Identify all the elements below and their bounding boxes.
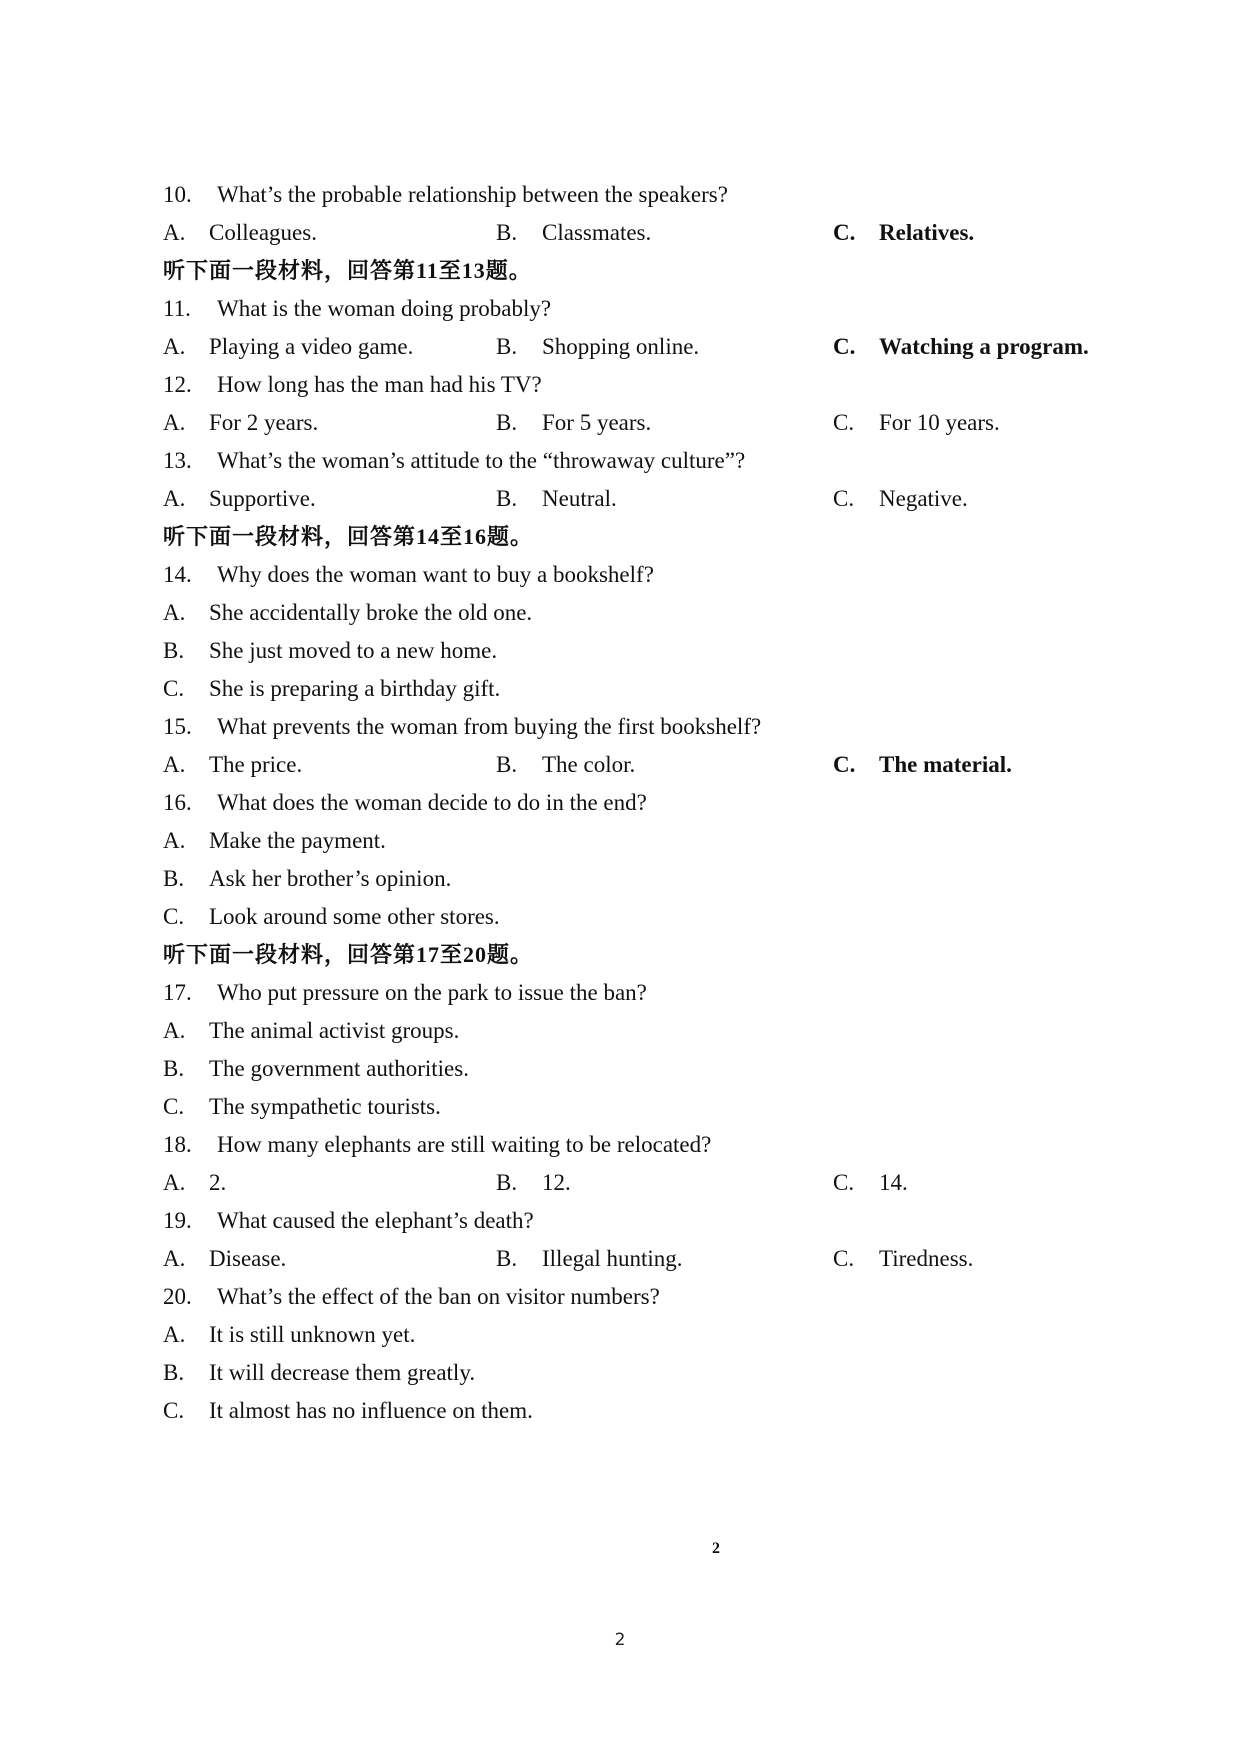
option-c: C. The material. — [833, 752, 1012, 777]
option-b: B. The color. — [496, 752, 636, 777]
option-b: B. Neutral. — [496, 486, 617, 511]
option-a: A. The price. — [163, 752, 303, 777]
option-b: B. Classmates. — [496, 220, 652, 245]
option-a: A. 2. — [163, 1170, 227, 1195]
question-number: 13. — [163, 448, 192, 473]
question-10 — [163, 176, 1123, 214]
option-c: C. Watching a program. — [833, 334, 1089, 359]
scanned-page-number: 2 — [712, 1540, 720, 1557]
option-a: A. The animal activist groups. — [163, 1018, 460, 1043]
question-18 — [163, 1126, 1123, 1164]
question-text: What’s the woman’s attitude to the “throwaway culture”? — [217, 448, 746, 473]
option-b: B. Shopping online. — [496, 334, 700, 359]
question-number: 19. — [163, 1208, 192, 1233]
question-number: 11. — [163, 296, 191, 321]
option-b: B. It will decrease them greatly. — [163, 1360, 476, 1385]
question-text: What’s the effect of the ban on visitor numbers? — [217, 1284, 660, 1309]
option-a: A. It is still unknown yet. — [163, 1322, 416, 1347]
question-14 — [163, 556, 1123, 594]
question-text: What does the woman decide to do in the end? — [217, 790, 647, 815]
question-text: How many elephants are still waiting to be relocated? — [217, 1132, 712, 1157]
option-c: C. Tiredness. — [833, 1246, 974, 1271]
options-15 — [163, 746, 1123, 784]
option-b: B. The government authorities. — [163, 1056, 469, 1081]
question-11 — [163, 290, 1123, 328]
options-11 — [163, 328, 1123, 366]
question-number: 17. — [163, 980, 192, 1005]
question-text: Who put pressure on the park to issue the ban? — [217, 980, 647, 1005]
question-list — [163, 176, 1123, 1430]
option-b: B. Ask her brother’s opinion. — [163, 866, 452, 891]
question-number: 16. — [163, 790, 192, 815]
option-c: C. For 10 years. — [833, 410, 1000, 435]
section-instruction-1: 听下面一段材料，回答第11至13题。 — [163, 258, 532, 283]
question-number: 20. — [163, 1284, 192, 1309]
question-number: 15. — [163, 714, 192, 739]
option-a: A. Disease. — [163, 1246, 287, 1271]
question-13 — [163, 442, 1123, 480]
question-text: What’s the probable relationship between the speakers? — [217, 182, 728, 207]
option-c: C. Relatives. — [833, 220, 975, 245]
option-c: C. 14. — [833, 1170, 908, 1195]
options-12 — [163, 404, 1123, 442]
options-19 — [163, 1240, 1123, 1278]
question-number: 12. — [163, 372, 192, 397]
option-a: A. Supportive. — [163, 486, 316, 511]
question-16 — [163, 784, 1123, 822]
option-c: C. Negative. — [833, 486, 968, 511]
option-c: C. The sympathetic tourists. — [163, 1094, 441, 1119]
question-text: What caused the elephant’s death? — [217, 1208, 534, 1233]
option-a: A. Playing a video game. — [163, 334, 414, 359]
option-a: A. She accidentally broke the old one. — [163, 600, 533, 625]
section-instruction-3: 听下面一段材料，回答第17至20题。 — [163, 942, 534, 967]
options-18 — [163, 1164, 1123, 1202]
question-text: How long has the man had his TV? — [217, 372, 542, 397]
question-number: 18. — [163, 1132, 192, 1157]
option-c: C. She is preparing a birthday gift. — [163, 676, 501, 701]
question-12 — [163, 366, 1123, 404]
question-number: 10. — [163, 182, 192, 207]
section-instruction-2: 听下面一段材料，回答第14至16题。 — [163, 524, 534, 549]
footer-page-number: 2 — [614, 1630, 626, 1650]
option-b: B. Illegal hunting. — [496, 1246, 683, 1271]
question-17 — [163, 974, 1123, 1012]
question-text: What prevents the woman from buying the first bookshelf? — [217, 714, 762, 739]
option-b: B. She just moved to a new home. — [163, 638, 498, 663]
options-13 — [163, 480, 1123, 518]
option-c: C. It almost has no influence on them. — [163, 1398, 533, 1423]
question-15 — [163, 708, 1123, 746]
option-a: A. Colleagues. — [163, 220, 317, 245]
options-10 — [163, 214, 1123, 252]
option-b: B. 12. — [496, 1170, 571, 1195]
question-20 — [163, 1278, 1123, 1316]
option-b: B. For 5 years. — [496, 410, 652, 435]
question-text: Why does the woman want to buy a bookshelf? — [217, 562, 654, 587]
option-c: C. Look around some other stores. — [163, 904, 500, 929]
question-19 — [163, 1202, 1123, 1240]
option-a: A. For 2 years. — [163, 410, 319, 435]
question-text: What is the woman doing probably? — [217, 296, 552, 321]
option-a: A. Make the payment. — [163, 828, 386, 853]
question-number: 14. — [163, 562, 192, 587]
